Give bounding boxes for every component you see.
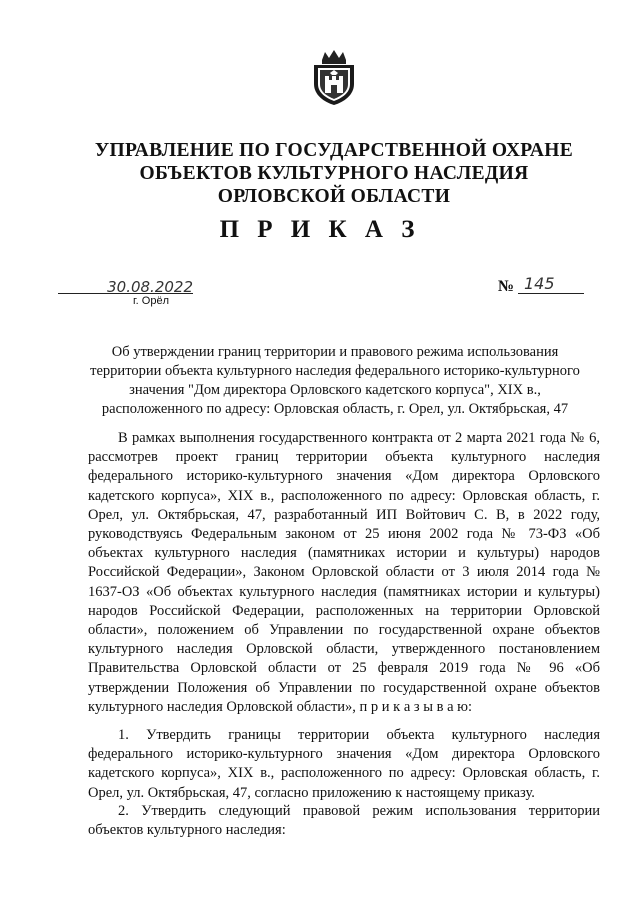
subject-line-2: территории объекта культурного наследия федерального историко-культурного <box>90 363 580 379</box>
orel-oblast-coat-of-arms-icon <box>305 48 363 106</box>
order-item-2-text: 2. Утвердить следующий правовой режим использования территории объектов культурного наследия: <box>88 803 600 839</box>
handwritten-number: 145 <box>518 274 584 294</box>
number-block <box>498 274 578 300</box>
order-subject <box>70 343 600 419</box>
number-sign: № <box>498 278 515 295</box>
city-label: г. Орёл <box>133 295 169 307</box>
subject-line-4: расположенного по адресу: Орловская область, г. Орел, ул. Октябрьская, 47 <box>101 401 569 417</box>
subject-line-1: Об утверждении границ территории и правового режима использования <box>111 344 559 360</box>
order-item-1 <box>88 726 600 803</box>
preamble-paragraph <box>88 429 600 717</box>
order-item-2 <box>88 802 600 840</box>
organization-name-line-3: ОРЛОВСКОЙ ОБЛАСТИ <box>217 186 451 207</box>
organization-name-line-1: УПРАВЛЕНИЕ ПО ГОСУДАРСТВЕННОЙ ОХРАНЕ <box>94 140 574 161</box>
handwritten-date: 30.08.2022 <box>107 278 193 296</box>
date-block <box>58 278 193 307</box>
document-type-title: П Р И К А З <box>219 216 421 243</box>
preamble-text: В рамках выполнения государственного контракта от 2 марта 2021 года № 6, рассмотрев проект границ территории объекта культурного наследия федерального историко-культурного значения «Дом директора Орловского кадетского корпуса», XIX в., расположенного по адресу: Орловская область, г. Орел, ул. Октябрьская, 47, разработанный ИП Войтович С. В, в 2022 году, руководствуясь Федеральным законом от 25 июня 2002 года № 73-ФЗ «Об объектах культурного наследия (памятниках истории и культуры) народов Российской Федерации», Законом Орловской области от 3 июля 2014 года № 1637-ОЗ «Об объектах культурного наследия (памятниках истории и культуры) народов Российской Федерации, расположенных на территории Орловской области», положением об Управлении по государственной охране объектов культурного наследия Орловской области, утвержденного постановлением Правительства Орловской области от 25 февраля 2019 года № 96 «Об утверждении Положения об Управлении по государственной охране объектов культурного наследия Орловской области», п р и к а з ы в а ю: <box>88 430 600 715</box>
order-item-1-text: 1. Утвердить границы территории объекта культурного наследия федерального историко-культурного значения «Дом директора Орловского кадетского корпуса», XIX в., расположенного по адресу: Орловская область, г. Орел, ул. Октябрьская, 47, согласно приложению к настоящему приказу. <box>88 727 600 801</box>
subject-line-3: значения "Дом директора Орловского кадетского корпуса", XIX в., <box>129 382 541 398</box>
organization-name-line-2: ОБЪЕКТОВ КУЛЬТУРНОГО НАСЛЕДИЯ <box>139 163 529 184</box>
